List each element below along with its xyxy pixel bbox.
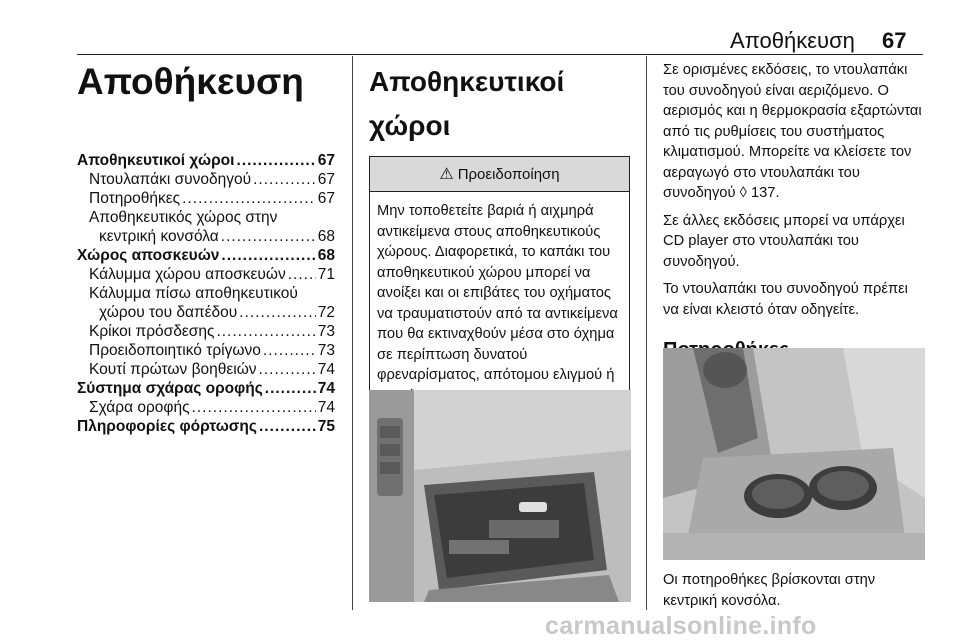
toc-leader-dots xyxy=(259,417,316,436)
toc-entry-label: Κουτί πρώτων βοηθειών xyxy=(89,361,257,378)
toc-entry[interactable] xyxy=(77,265,335,284)
toc-entry[interactable] xyxy=(77,170,335,189)
toc-title: Αποθήκευση xyxy=(77,61,304,102)
toc-entry-page: 73 xyxy=(317,323,335,340)
toc-entry[interactable] xyxy=(77,360,335,379)
toc-leader-dots xyxy=(239,303,315,322)
toc-entry[interactable] xyxy=(77,284,335,303)
toc-list xyxy=(77,151,335,436)
toc-entry-label: Προειδοποιητικό τρίγωνο xyxy=(89,342,261,359)
toc-entry-page: 67 xyxy=(317,190,335,207)
toc-leader-dots xyxy=(236,151,315,170)
toc-entry[interactable] xyxy=(77,189,335,208)
toc-entry-page: 71 xyxy=(317,266,335,283)
toc-entry-page: 67 xyxy=(317,171,335,188)
glovebox-photo xyxy=(369,390,631,602)
warning-header xyxy=(370,157,629,192)
toc-entry-page: 73 xyxy=(317,342,335,359)
toc-entry-page: 74 xyxy=(317,399,335,416)
glovebox-text-column xyxy=(663,60,925,362)
toc-leader-dots xyxy=(192,398,316,417)
toc-leader-dots xyxy=(259,360,316,379)
toc-leader-dots xyxy=(265,379,316,398)
toc-entry-label: Κρίκοι πρόσδεσης xyxy=(89,323,215,340)
watermark: carmanualsonline.info xyxy=(545,612,817,640)
toc-leader-dots xyxy=(182,189,316,208)
toc-entry-label: Σύστημα σχάρας οροφής xyxy=(77,380,263,397)
toc-entry-label: κεντρική κονσόλα xyxy=(99,228,219,245)
toc-entry-page: 72 xyxy=(317,304,335,321)
section-title: Αποθηκευτικοί χώροι xyxy=(369,66,565,141)
closed-while-driving-paragraph: Το ντουλαπάκι του συνοδηγού πρέπει να είναι κλειστό όταν οδηγείτε. xyxy=(663,281,908,318)
toc-entry-page: 68 xyxy=(317,228,335,245)
page-reference-icon: ◊ xyxy=(739,185,747,201)
toc-leader-dots xyxy=(221,246,315,265)
toc-entry[interactable] xyxy=(77,398,335,417)
toc-entry-label: χώρου του δαπέδου xyxy=(99,304,238,321)
toc-entry[interactable] xyxy=(77,208,335,227)
column-divider-left xyxy=(352,56,353,610)
toc-entry-page: 67 xyxy=(317,152,335,169)
toc-entry-label: Ποτηροθήκες xyxy=(89,190,181,207)
toc-entry-label: Χώρος αποσκευών xyxy=(77,247,220,264)
header-rule xyxy=(77,54,923,55)
page-header-title: Αποθήκευση xyxy=(730,28,855,53)
toc-entry-label: Κάλυμμα πίσω αποθηκευτικού xyxy=(89,285,298,302)
toc-leader-dots xyxy=(263,341,316,360)
toc-column xyxy=(77,60,335,436)
cupholders-photo xyxy=(663,348,925,560)
toc-entry[interactable] xyxy=(77,151,335,170)
toc-entry-label: Ντουλαπάκι συνοδηγού xyxy=(89,171,252,188)
toc-entry-label: Αποθηκευτικοί χώροι xyxy=(77,152,235,169)
toc-entry[interactable] xyxy=(77,246,335,265)
cupholders-caption: Οι ποτηροθήκες βρίσκονται στην κεντρική κονσόλα. xyxy=(663,572,876,609)
page-number: 67 xyxy=(882,28,907,53)
toc-entry-page: 75 xyxy=(317,418,335,435)
toc-entry-page: 74 xyxy=(317,380,335,397)
page-reference: 137. xyxy=(750,185,780,201)
warning-box xyxy=(369,156,630,417)
toc-leader-dots xyxy=(221,227,316,246)
glovebox-ventilation-paragraph xyxy=(663,60,925,204)
ventilation-text: Σε ορισμένες εκδόσεις, το ντουλαπάκι του συνοδηγού είναι αεριζόμενο. Ο αερισμός και η θερμοκρασία εξαρτώνται από τις ρυθμίσεις του συστήματος κλιματισμού. Μπορείτε να κλείσετε τον αεραγωγό στο ντουλαπάκι του συνοδηγού xyxy=(663,62,922,201)
toc-leader-dots xyxy=(288,265,316,284)
toc-entry[interactable] xyxy=(77,303,335,322)
column-divider-right xyxy=(646,56,647,610)
toc-entry-page: 74 xyxy=(317,361,335,378)
warning-title: Προειδοποίηση xyxy=(457,165,560,183)
toc-leader-dots xyxy=(216,322,315,341)
toc-entry-page: 68 xyxy=(317,247,335,264)
toc-entry[interactable] xyxy=(77,379,335,398)
toc-entry[interactable] xyxy=(77,227,335,246)
warning-triangle-icon: ⚠ xyxy=(439,166,454,183)
toc-leader-dots xyxy=(253,170,316,189)
toc-entry[interactable] xyxy=(77,322,335,341)
toc-entry-label: Πληροφορίες φόρτωσης xyxy=(77,418,257,435)
cd-player-paragraph: Σε άλλες εκδόσεις μπορεί να υπάρχει CD player στο ντουλαπάκι του συνοδηγού. xyxy=(663,212,905,270)
toc-entry-label: Σχάρα οροφής xyxy=(89,399,190,416)
toc-entry[interactable] xyxy=(77,341,335,360)
toc-entry-label: Αποθηκευτικός χώρος στην xyxy=(89,209,278,226)
toc-entry[interactable] xyxy=(77,417,335,436)
warning-text: Μην τοποθετείτε βαριά ή αιχμηρά αντικείμενα στους αποθηκευτικούς χώρους. Διαφορετικά, το καπάκι του αποθηκευτικού χώρου μπορεί να ανοίξει και οι επιβάτες του οχήματος να τραυματιστούν από τα αντικείμενα που θα εκτιναχθούν μέσα στο όχημα σε περίπτωση δυνατού φρεναρίσματος, απότομου ελιγμού ή xyxy=(377,203,618,383)
toc-entry-label: Κάλυμμα χώρου αποσκευών xyxy=(89,266,286,283)
